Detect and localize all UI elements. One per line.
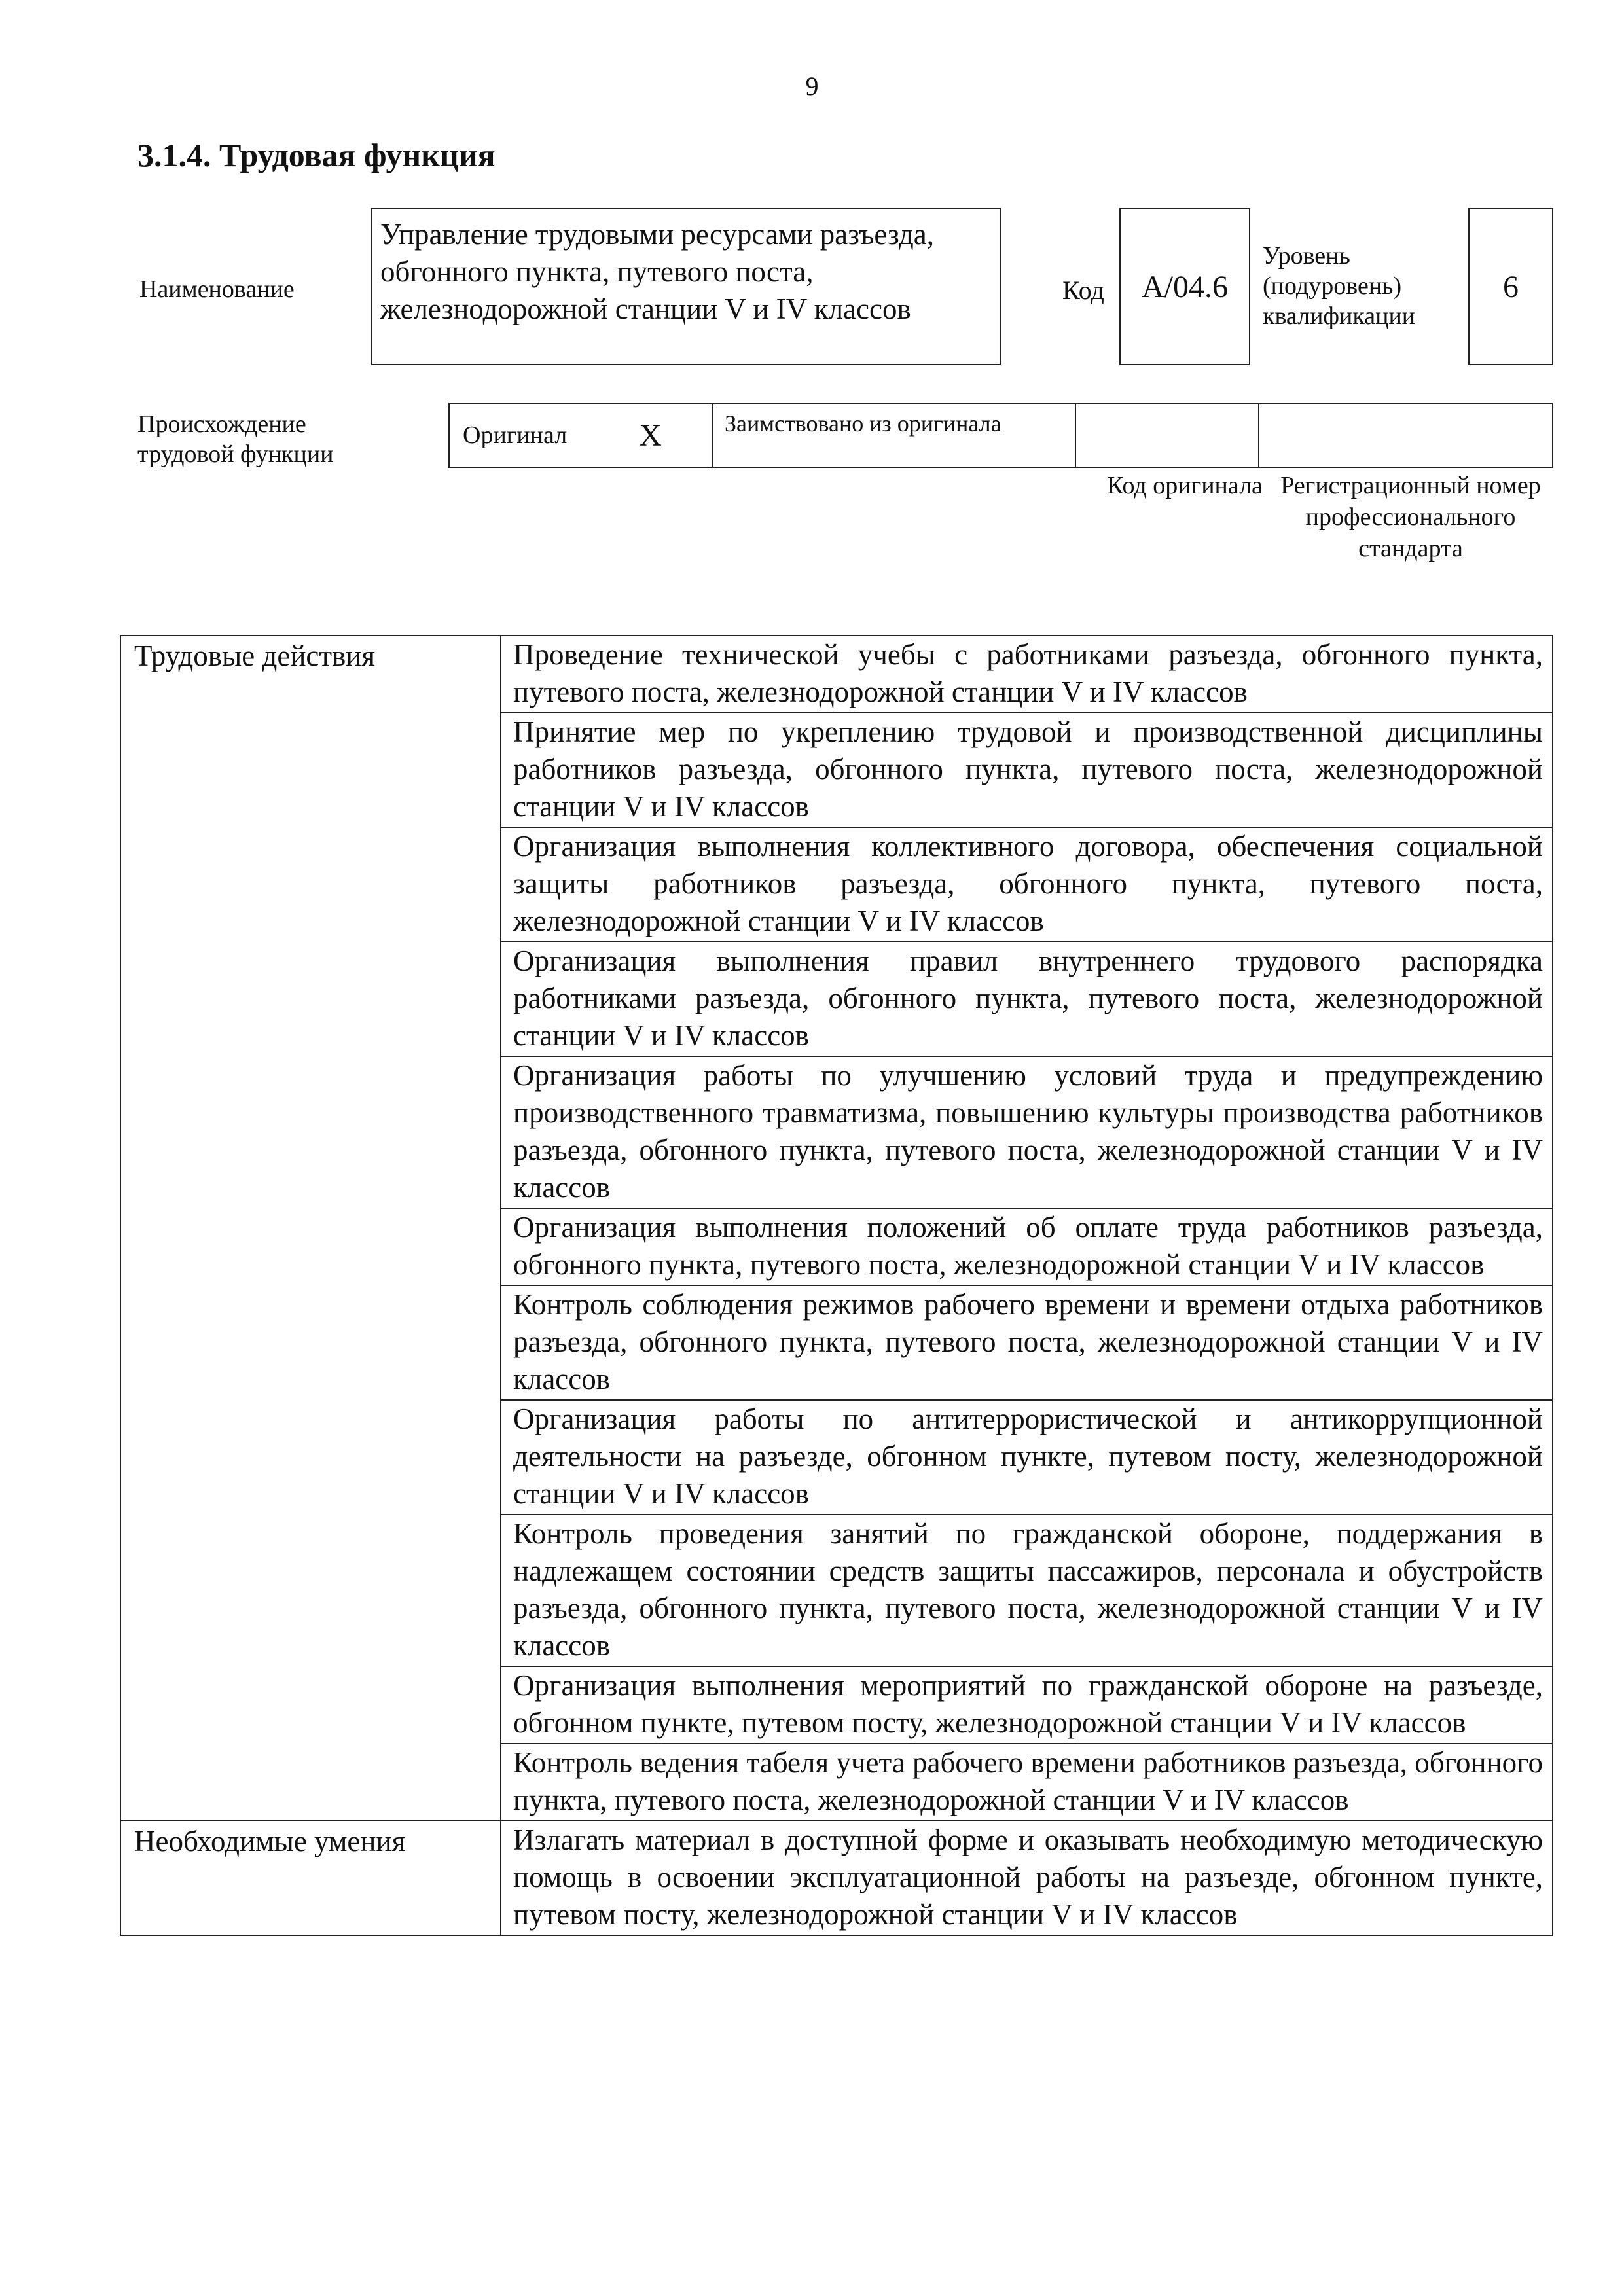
skills-label: Необходимые умения: [120, 1821, 501, 1935]
section-title: 3.1.4. Трудовая функция: [137, 137, 496, 173]
origin-original-cell: [450, 404, 713, 467]
labor-actions-item: Проведение технической учебы с работниками разъезда, обгонного пункта, путевого поста, железнодорожной станции V и IV классов: [501, 636, 1553, 713]
borrowed-label: Заимствовано из оригинала: [713, 404, 1076, 467]
table-row: [120, 1821, 1553, 1935]
labor-function-table: [120, 635, 1553, 1936]
registration-number-caption: Регистрационный номер профессионального стандарта: [1280, 472, 1541, 562]
table-row: [120, 636, 1553, 713]
origin-row: [448, 403, 1553, 468]
code-value: А/04.6: [1142, 269, 1228, 304]
labor-actions-item: Контроль ведения табеля учета рабочего времени работников разъезда, обгонного пункта, путевого поста, железнодорожной станции V и IV классов: [501, 1744, 1553, 1821]
original-mark: X: [639, 418, 662, 453]
level-value-box: [1468, 208, 1553, 365]
labor-actions-item: Организация выполнения правил внутреннего трудового распорядка работниками разъезда, обгонного пункта, путевого поста, железнодорожной станции V и IV классов: [501, 942, 1553, 1056]
labor-actions-item: Организация работы по улучшению условий труда и предупреждению производственного травматизма, повышению культуры производства работников разъезда, обгонного пункта, путевого поста, железнодорожной станции V и IV классов: [501, 1056, 1553, 1208]
origin-label: Происхождение трудовой функции: [137, 410, 334, 468]
labor-actions-item: Организация выполнения коллективного договора, обеспечения социальной защиты работников разъезда, обгонного пункта, путевого поста, железнодорожной станции V и IV классов: [501, 827, 1553, 942]
original-code-cell: [1076, 404, 1259, 467]
labor-actions-item: Организация выполнения положений об оплате труда работников разъезда, обгонного пункта, путевого поста, железнодорожной станции V и IV классов: [501, 1208, 1553, 1285]
name-label: Наименование: [139, 276, 295, 303]
labor-actions-item: Организация выполнения мероприятий по гражданской обороне на разъезде, обгонном пункте, путевом посту, железнодорожной станции V и IV классов: [501, 1666, 1553, 1744]
labor-actions-item: Организация работы по антитеррористической и антикоррупционной деятельности на разъезде, обгонном пункте, путевом посту, железнодорожной станции V и IV классов: [501, 1400, 1553, 1515]
labor-actions-label: Трудовые действия: [120, 636, 501, 1821]
level-value: 6: [1503, 269, 1519, 304]
original-code-caption: Код оригинала: [1107, 472, 1263, 499]
registration-number-cell: [1259, 404, 1552, 467]
labor-actions-item: Контроль соблюдения режимов рабочего времени и времени отдыха работников разъезда, обгонного пункта, путевого поста, железнодорожной станции V и IV классов: [501, 1285, 1553, 1400]
labor-actions-item: Принятие мер по укреплению трудовой и производственной дисциплины работников разъезда, обгонного пункта, путевого поста, железнодорожной станции V и IV классов: [501, 713, 1553, 827]
skills-item: Излагать материал в доступной форме и оказывать необходимую методическую помощь в освоении эксплуатационной работы на разъезде, обгонном пункте, путевом посту, железнодорожной станции V и IV классов: [501, 1821, 1553, 1935]
code-label: Код: [1062, 276, 1104, 305]
level-label: Уровень (подуровень) квалификации: [1263, 242, 1416, 330]
name-value-box: Управление трудовыми ресурсами разъезда, обгонного пункта, путевого поста, железнодорожной станции V и IV классов: [371, 208, 1001, 365]
original-label: Оригинал: [463, 422, 568, 449]
page-number: 9: [805, 71, 819, 101]
labor-actions-item: Контроль проведения занятий по гражданской обороне, поддержания в надлежащем состоянии средств защиты пассажиров, персонала и обустройств разъезда, обгонного пункта, путевого поста, железнодорожной станции V и IV классов: [501, 1515, 1553, 1666]
code-value-box: [1119, 208, 1250, 365]
